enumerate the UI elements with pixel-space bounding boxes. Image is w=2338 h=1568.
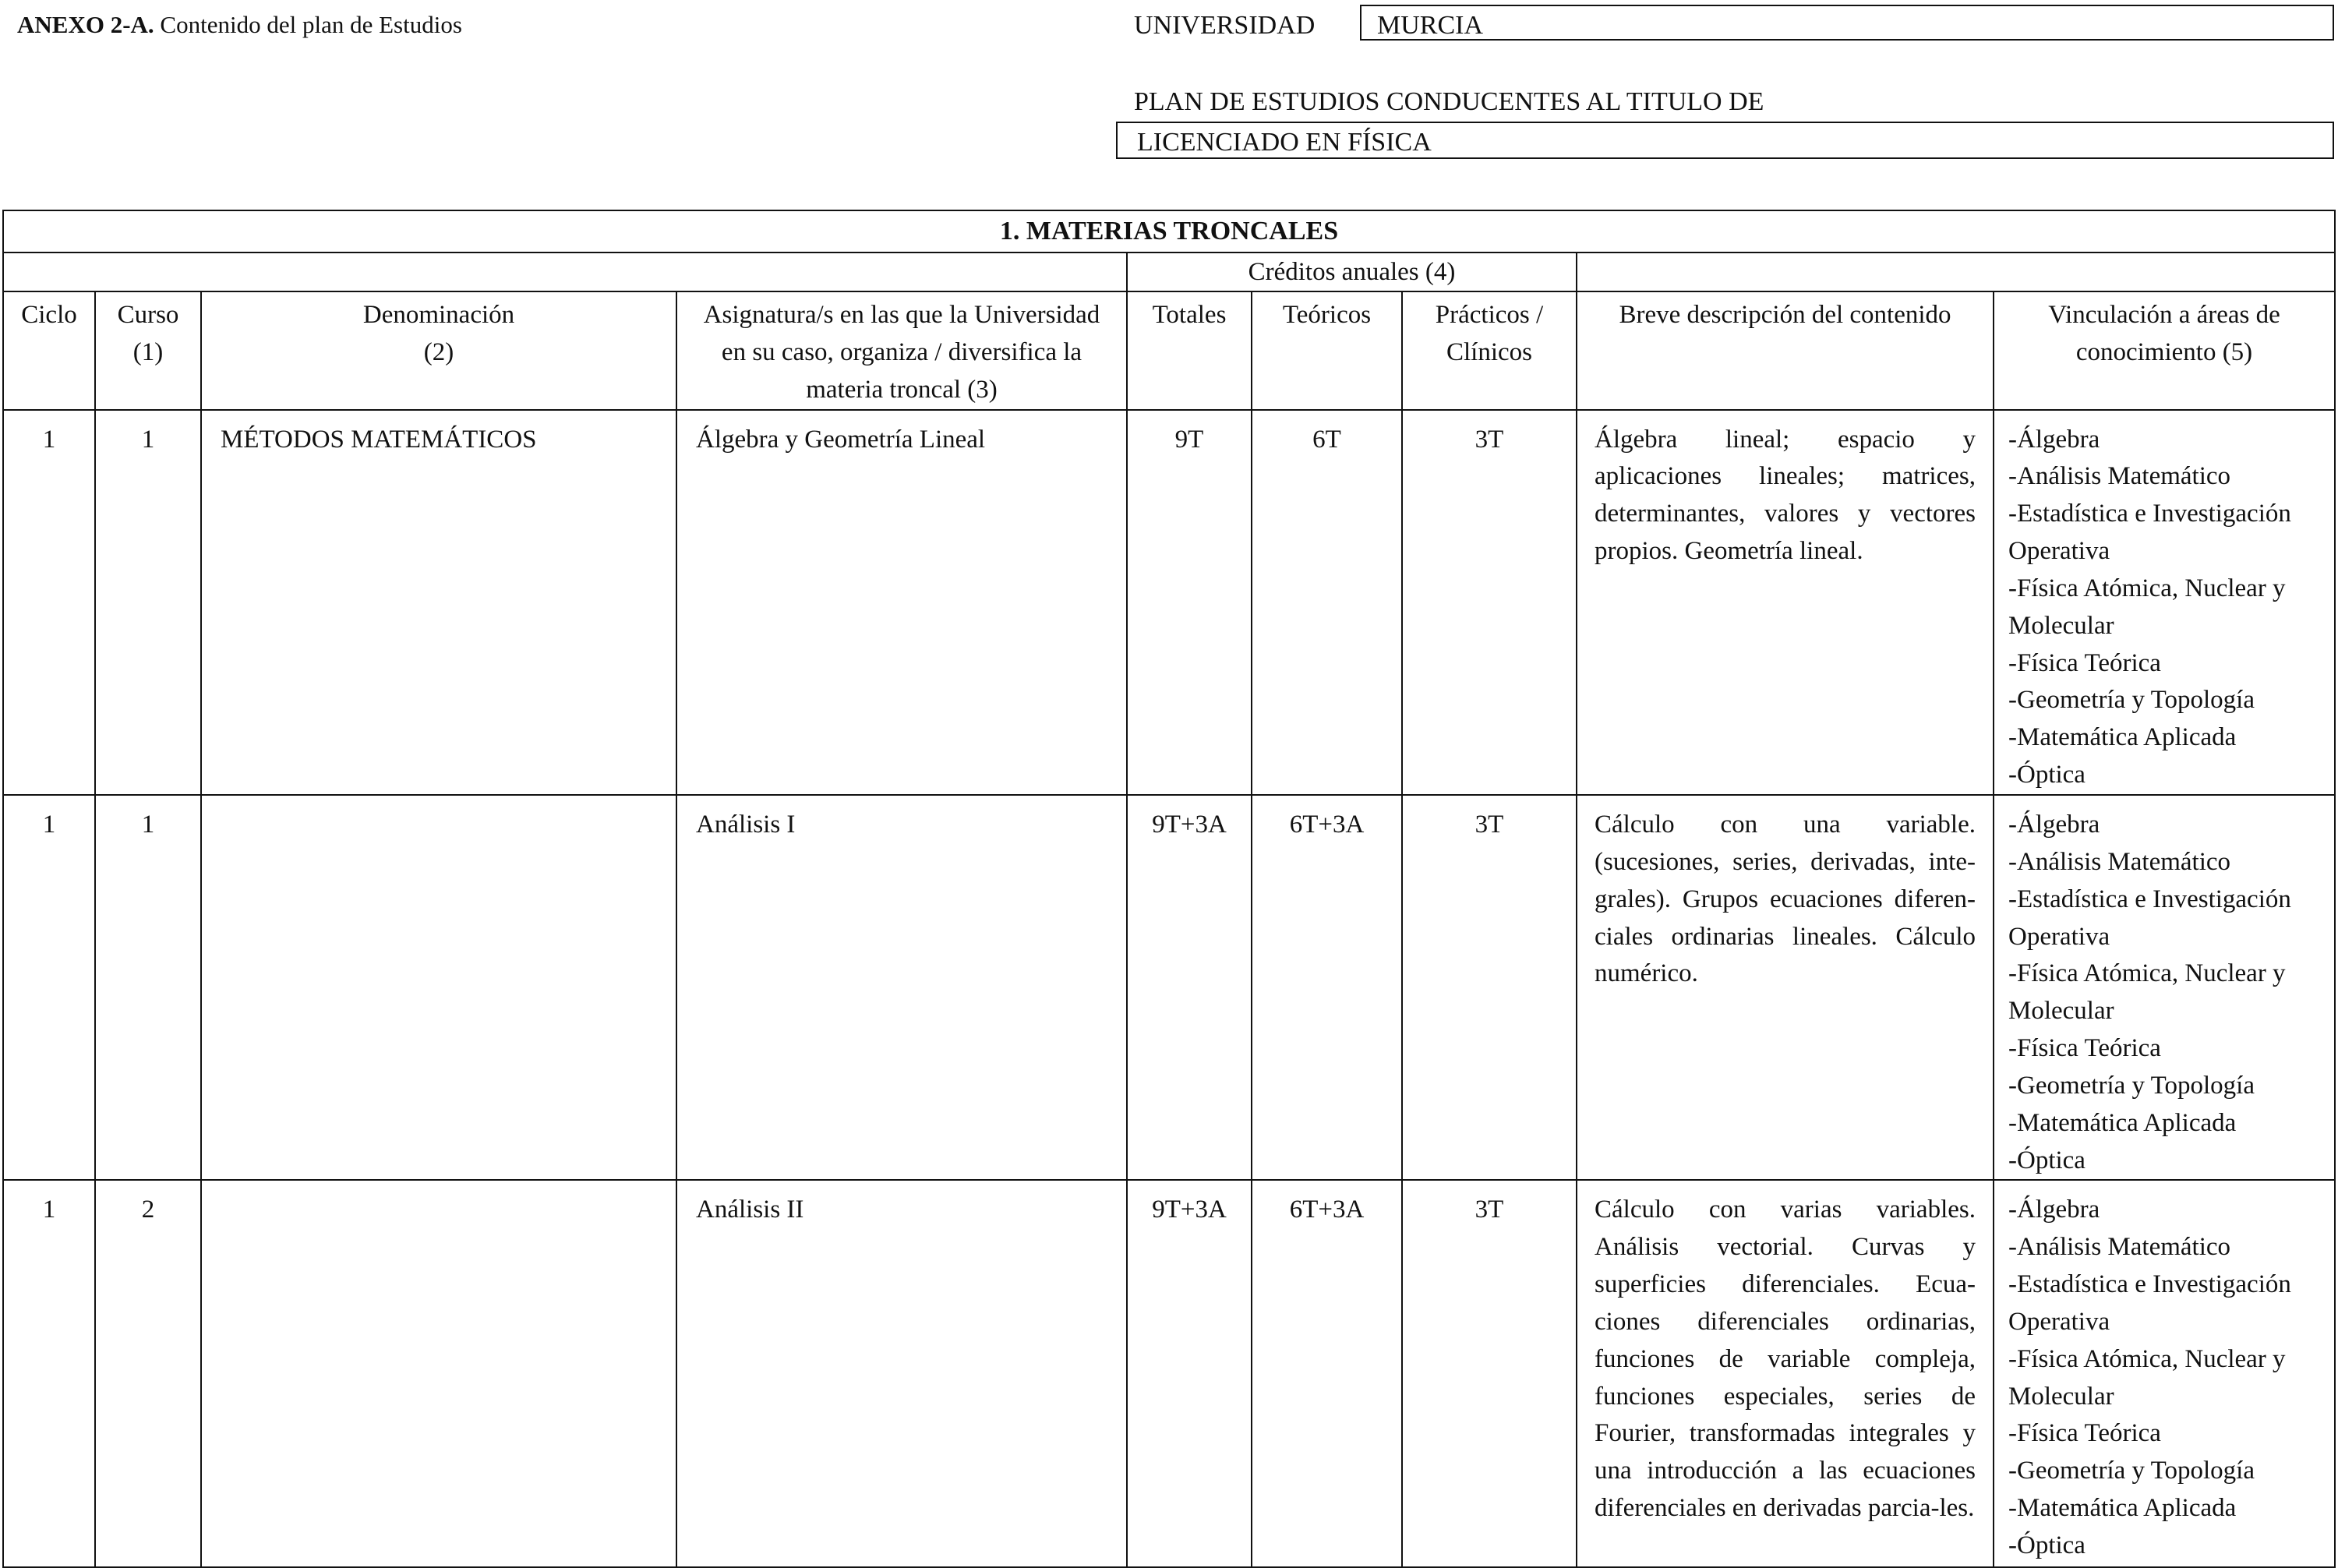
cell-areas [1994, 410, 2335, 795]
cell-descripcion: Álgebra lineal; espacio y aplicaciones lineales; matrices, determinantes, valores y vectores propios. Geometría lineal. [1577, 410, 1994, 795]
cell-asignatura: Análisis II [676, 1180, 1127, 1567]
cell-totales: 9T+3A [1127, 795, 1252, 1180]
cell-curso: 2 [95, 1180, 201, 1567]
cell-descripcion: Cálculo con una variable. (sucesiones, series, derivadas, inte-grales). Grupos ecuaciones diferen-ciales ordinarias lineales. Cálculo numérico. [1577, 795, 1994, 1180]
cell-totales: 9T [1127, 410, 1252, 795]
col-header-descripcion: Breve descripción del contenido [1577, 291, 1994, 410]
cell-asignatura: Análisis I [676, 795, 1127, 1180]
annex-subtitle: Contenido del plan de Estudios [160, 11, 462, 38]
annex-heading [17, 11, 462, 39]
area-item: -Geometría y Topología [2008, 1071, 2255, 1100]
cell-asignatura: Álgebra y Geometría Lineal [676, 410, 1127, 795]
area-item: -Geometría y Topología [2008, 1457, 2255, 1485]
header-spacer [1577, 253, 2335, 291]
col-header-ciclo: Ciclo [3, 291, 95, 410]
university-field: MURCIA [1360, 5, 2334, 41]
cell-practicos: 3T [1402, 1180, 1577, 1567]
cell-denominacion [201, 795, 676, 1180]
col-header-vinculacion: Vinculación a áreas de conocimiento (5) [1994, 291, 2335, 410]
area-item: -Álgebra [2008, 810, 2100, 839]
col-header-curso: Curso (1) [95, 291, 201, 410]
header-spacer [3, 253, 1127, 291]
cell-denominacion: MÉTODOS MATEMÁTICOS [201, 410, 676, 795]
area-item: -Álgebra [2008, 1195, 2100, 1224]
cell-teoricos: 6T+3A [1252, 795, 1402, 1180]
cell-ciclo: 1 [3, 410, 95, 795]
curriculum-table [2, 210, 2336, 1568]
area-item: Operativa [2008, 922, 2110, 951]
area-item: -Física Teórica [2008, 1419, 2161, 1448]
table-row [3, 795, 2335, 1180]
university-label: UNIVERSIDAD [1134, 11, 1316, 40]
area-item: -Análisis Matemático [2008, 462, 2231, 491]
area-item: Molecular [2008, 997, 2114, 1026]
table-row [3, 410, 2335, 795]
degree-title-field: LICENCIADO EN FÍSICA [1116, 122, 2334, 159]
area-item: -Física Teórica [2008, 1034, 2161, 1063]
area-item: -Álgebra [2008, 425, 2100, 454]
plan-label: PLAN DE ESTUDIOS CONDUCENTES AL TITULO DE [1134, 87, 1764, 116]
col-header-asignatura: Asignatura/s en las que la Universidad en su caso, organiza / diversifica la materia troncal (3) [676, 291, 1127, 410]
cell-teoricos: 6T+3A [1252, 1180, 1402, 1567]
cell-teoricos: 6T [1252, 410, 1402, 795]
area-item: -Óptica [2008, 761, 2085, 789]
cell-curso: 1 [95, 410, 201, 795]
area-item: -Análisis Matemático [2008, 847, 2231, 876]
area-item: Molecular [2008, 611, 2114, 640]
cell-denominacion [201, 1180, 676, 1567]
col-header-teoricos: Teóricos [1252, 291, 1402, 410]
cell-practicos: 3T [1402, 795, 1577, 1180]
cell-areas [1994, 1180, 2335, 1567]
table-row [3, 1180, 2335, 1567]
cell-curso: 1 [95, 795, 201, 1180]
area-item: -Estadística e Investigación [2008, 500, 2291, 528]
area-item: -Óptica [2008, 1531, 2085, 1559]
col-header-practicos: Prácticos / Clínicos [1402, 291, 1577, 410]
cell-totales: 9T+3A [1127, 1180, 1252, 1567]
area-item: -Geometría y Topología [2008, 686, 2255, 715]
area-item: -Matemática Aplicada [2008, 723, 2237, 752]
area-item: -Física Atómica, Nuclear y [2008, 1344, 2286, 1373]
cell-ciclo: 1 [3, 795, 95, 1180]
area-item: Operativa [2008, 537, 2110, 566]
area-item: -Estadística e Investigación [2008, 885, 2291, 913]
col-header-denominacion: Denominación (2) [201, 291, 676, 410]
area-item: -Óptica [2008, 1146, 2085, 1174]
annex-number: ANEXO 2-A. [17, 11, 154, 38]
area-item: -Matemática Aplicada [2008, 1494, 2237, 1523]
cell-areas [1994, 795, 2335, 1180]
cell-ciclo: 1 [3, 1180, 95, 1567]
area-item: -Matemática Aplicada [2008, 1108, 2237, 1137]
cell-practicos: 3T [1402, 410, 1577, 795]
area-item: -Estadística e Investigación [2008, 1270, 2291, 1299]
area-item: -Física Atómica, Nuclear y [2008, 959, 2286, 988]
area-item: -Análisis Matemático [2008, 1233, 2231, 1262]
area-item: Molecular [2008, 1382, 2114, 1411]
table-title: 1. MATERIAS TRONCALES [3, 210, 2335, 253]
cell-descripcion: Cálculo con varias variables. Análisis vectorial. Curvas y superficies diferenciales. Ecua-ciones diferenciales ordinarias, funciones de variable compleja, funciones especiales, series de Fourier, transformadas integrales y una introducción a las ecuaciones diferenciales en derivadas parcia-les. [1577, 1180, 1994, 1567]
col-header-totales: Totales [1127, 291, 1252, 410]
area-item: -Física Teórica [2008, 648, 2161, 677]
area-item: Operativa [2008, 1307, 2110, 1336]
area-item: -Física Atómica, Nuclear y [2008, 574, 2286, 602]
credits-group-header: Créditos anuales (4) [1127, 253, 1577, 291]
column-headers [3, 291, 2335, 410]
